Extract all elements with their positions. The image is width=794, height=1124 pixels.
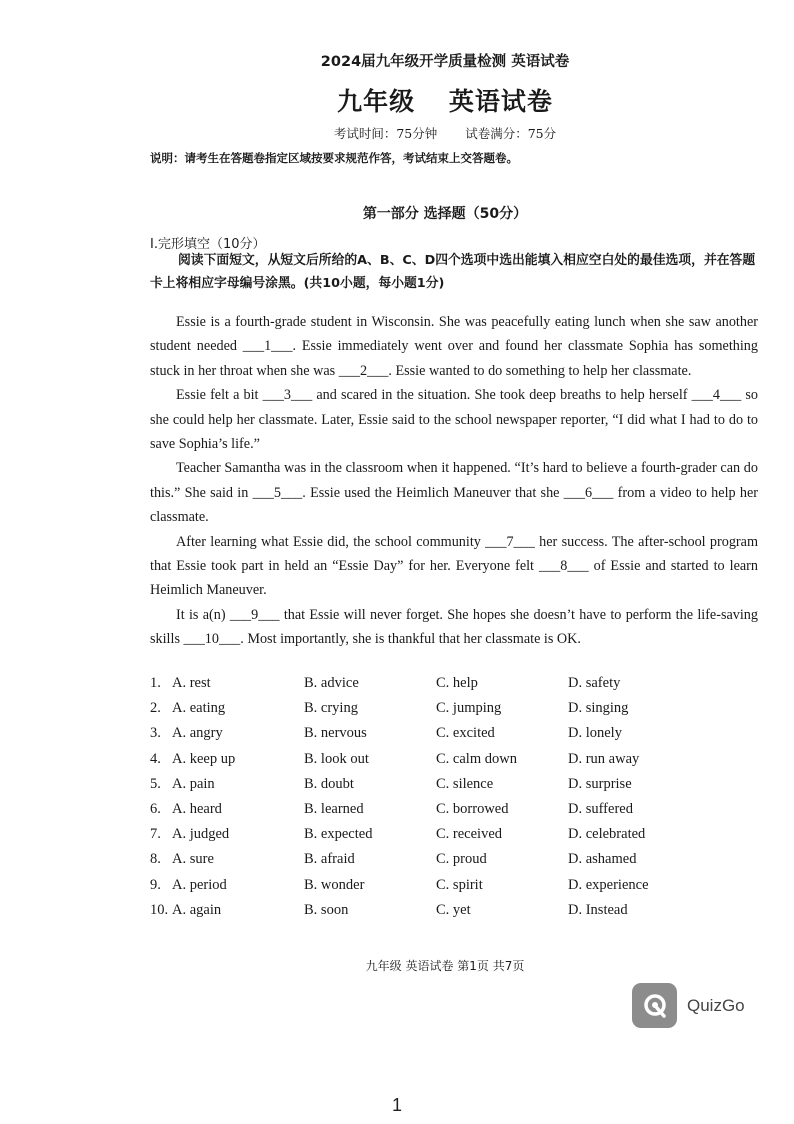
question-number: 3.	[150, 725, 161, 742]
option-c: C. yet	[436, 901, 471, 918]
option-b: B. advice	[304, 675, 359, 692]
option-c: C. borrowed	[436, 801, 509, 818]
exam-title: 2024届九年级开学质量检测 英语试卷	[320, 54, 570, 70]
option-b: B. nervous	[304, 725, 367, 742]
option-row	[150, 873, 770, 898]
option-c: C. received	[436, 826, 503, 843]
option-b: B. soon	[304, 901, 349, 918]
option-row	[150, 822, 770, 847]
option-b: B. crying	[304, 700, 358, 717]
option-b: B. afraid	[304, 851, 355, 868]
option-row	[150, 747, 770, 772]
option-row	[150, 696, 770, 721]
question-number: 6.	[150, 801, 161, 818]
question-number: 10.	[150, 901, 169, 918]
option-d: D. celebrated	[568, 826, 646, 843]
option-row	[150, 671, 770, 696]
quizgo-logo[interactable]	[632, 983, 745, 1028]
exam-time: 考试时间：75分钟	[333, 126, 438, 141]
option-c: C. silence	[436, 775, 494, 792]
option-row	[150, 797, 770, 822]
exam-score: 试卷满分：75分	[465, 126, 557, 141]
option-a: A. sure	[172, 851, 214, 868]
section-title: I.完形填空（10分）	[150, 237, 266, 252]
option-c: C. help	[436, 675, 478, 692]
question-number: 5.	[150, 775, 161, 792]
cloze-passage	[150, 310, 758, 652]
option-a: A. period	[172, 876, 227, 893]
grade-title: 九年级	[337, 87, 416, 116]
option-d: D. run away	[568, 750, 640, 767]
option-a: A. judged	[172, 826, 230, 843]
option-c: C. proud	[436, 851, 487, 868]
exam-instruction: 说明：请考生在答题卷指定区域按要求规范作答，考试结束上交答题卷。	[150, 151, 518, 165]
question-number: 9.	[150, 876, 161, 893]
answer-options	[150, 671, 770, 923]
option-a: A. eating	[172, 700, 226, 717]
question-number: 2.	[150, 700, 161, 717]
option-a: A. pain	[172, 775, 215, 792]
passage-paragraph: It is a(n) ___9___ that Essie will never forget. She hopes she doesn’t have to perform the life-saving skills ___10___. Most importantly, she is thankful that her classmate is OK.	[150, 606, 758, 648]
question-number: 1.	[150, 675, 161, 692]
option-d: D. Instead	[568, 901, 628, 918]
question-number: 7.	[150, 826, 161, 843]
option-d: D. ashamed	[568, 851, 637, 868]
question-number: 4.	[150, 750, 161, 767]
quizgo-logo-icon	[632, 983, 677, 1028]
option-c: C. jumping	[436, 700, 502, 717]
option-c: C. spirit	[436, 876, 483, 893]
option-c: C. excited	[436, 725, 495, 742]
exam-info	[0, 124, 794, 142]
option-c: C. calm down	[436, 750, 517, 767]
passage-paragraph: After learning what Essie did, the school community ___7___ her success. The after-school program that Essie took part in held an “Essie Day” for her. Everyone felt ___8___ of Essie and started to learn Heimlich Maneuver.	[150, 533, 758, 599]
option-d: D. suffered	[568, 801, 633, 818]
option-a: A. angry	[172, 725, 223, 742]
page-number: 1	[391, 1095, 402, 1115]
option-a: A. again	[172, 901, 222, 918]
option-b: B. look out	[304, 750, 369, 767]
option-row	[150, 898, 770, 923]
option-a: A. heard	[172, 801, 222, 818]
option-d: D. lonely	[568, 725, 622, 742]
passage-paragraph: Essie is a fourth-grade student in Wisconsin. She was peacefully eating lunch when she saw another student needed ___1___. Essie immediately went over and found her classmate Sophia has something stuck in her throat when she was ___2___. Essie wanted to do something to help her classmate.	[150, 314, 758, 379]
subject-title: 英语试卷	[448, 87, 553, 116]
option-a: A. keep up	[172, 750, 236, 767]
option-a: A. rest	[172, 675, 211, 692]
option-b: B. doubt	[304, 775, 354, 792]
option-b: B. learned	[304, 801, 364, 818]
option-d: D. experience	[568, 876, 649, 893]
question-number: 8.	[150, 851, 161, 868]
logo-text: QuizGo	[687, 995, 745, 1015]
passage-paragraph: Essie felt a bit ___3___ and scared in the situation. She took deep breaths to help herself ___4___ so she could help her classmate. Later, Essie said to the school newspaper reporter, “I did what I had to do to save Sophia’s life.”	[150, 387, 758, 453]
big-title	[0, 82, 794, 118]
option-d: D. surprise	[568, 775, 632, 792]
option-row	[150, 721, 770, 746]
option-d: D. singing	[568, 700, 629, 717]
option-row	[150, 847, 770, 872]
passage-paragraph: Teacher Samantha was in the classroom when it happened. “It’s hard to believe a fourth-grader can do this.” She said in ___5___. Essie used the Heimlich Maneuver that she ___6___ from a video to help her classmate.	[150, 460, 758, 526]
option-b: B. wonder	[304, 876, 365, 893]
option-d: D. safety	[568, 675, 621, 692]
section-directions: 阅读下面短文，从短文后所给的A、B、C、D四个选项中选出能填入相应空白处的最佳选项，并在答题卡上将相应字母编号涂黑。(共10小题，每小题1分)	[150, 253, 756, 291]
page-footer: 九年级 英语试卷 第1页 共7页	[365, 959, 525, 973]
option-row	[150, 772, 770, 797]
option-b: B. expected	[304, 826, 373, 843]
part-title: 第一部分 选择题（50分）	[362, 206, 528, 222]
